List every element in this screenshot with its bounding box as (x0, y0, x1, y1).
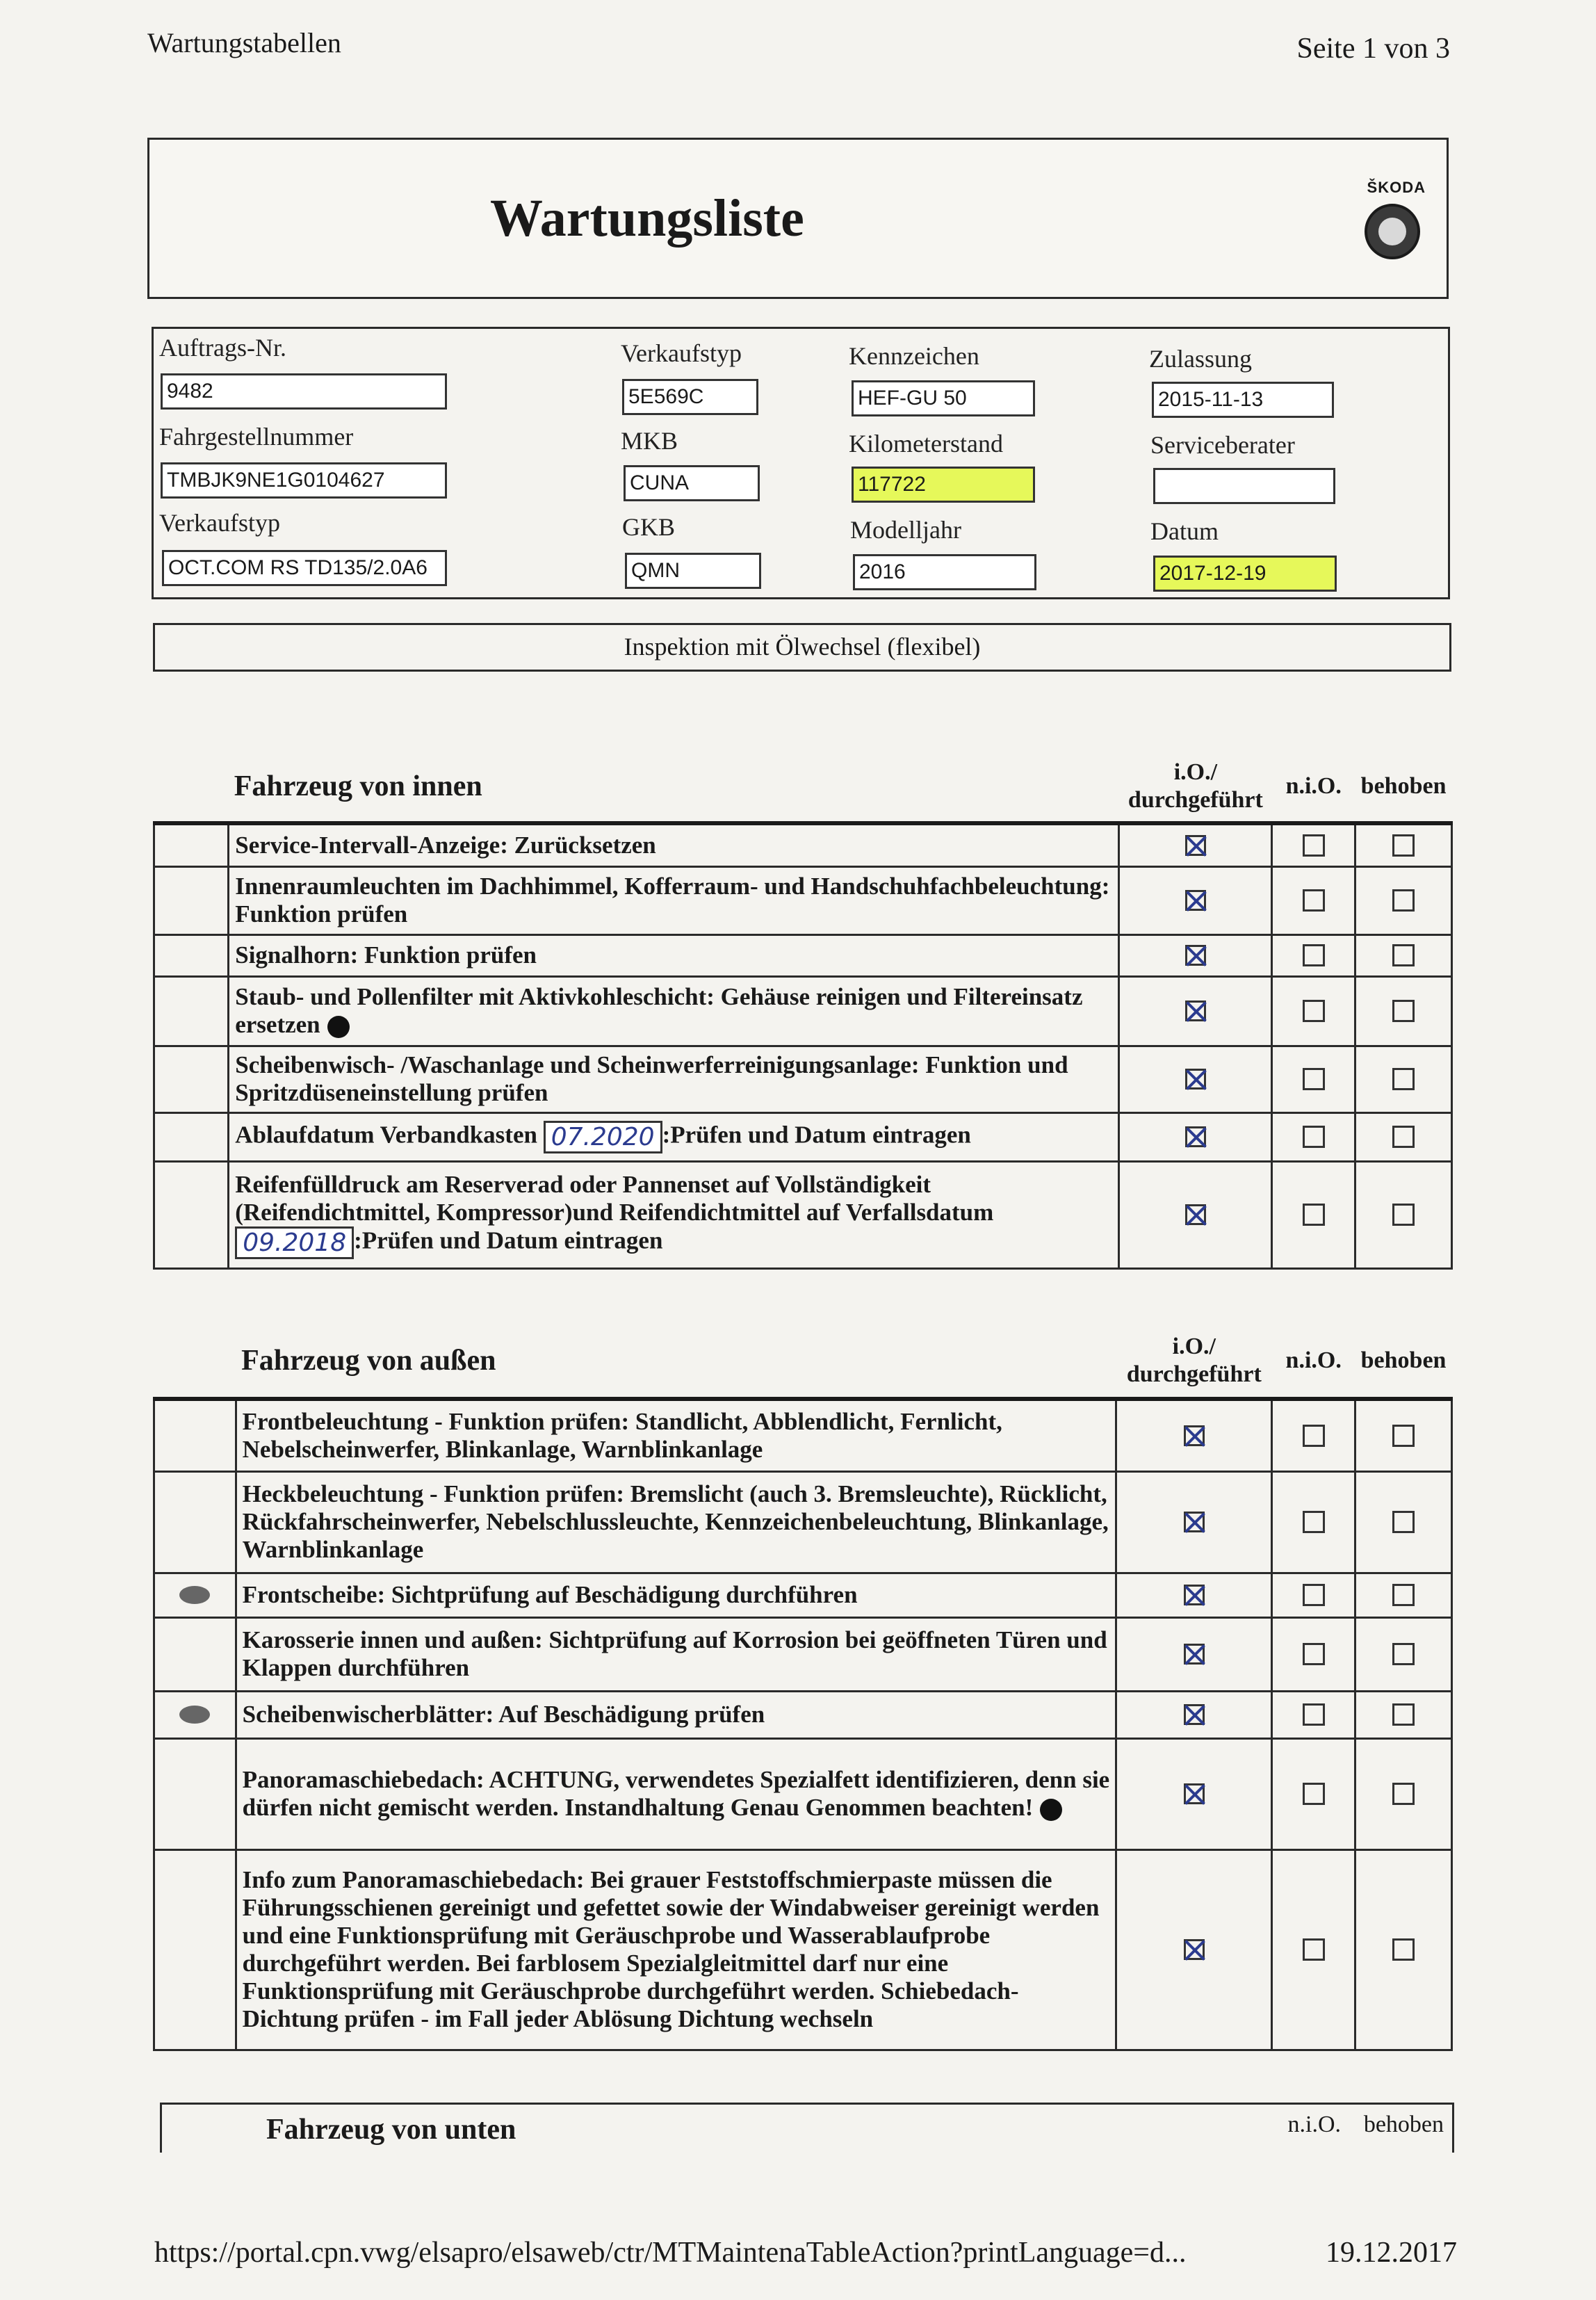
checkbox-behoben[interactable] (1392, 1584, 1415, 1606)
verkaufstyp-2-label: Verkaufstyp (159, 509, 280, 537)
row-text: Frontscheibe: Sichtprüfung auf Beschädigung durchführen (236, 1573, 1116, 1617)
verkaufstyp-field[interactable]: 5E569C (622, 379, 758, 415)
mkb-field[interactable]: CUNA (624, 465, 760, 501)
checkbox-behoben[interactable] (1392, 1000, 1415, 1022)
serviceberater-field[interactable] (1153, 468, 1335, 504)
table-row (154, 976, 1452, 1046)
auftrags-nr-label: Auftrags-Nr. (159, 334, 286, 362)
checkbox-checked[interactable] (1185, 1204, 1206, 1225)
column-nio: n.i.O. (1272, 1324, 1355, 1399)
checkbox-nio[interactable] (1303, 944, 1325, 966)
checkbox-checked[interactable] (1184, 1512, 1205, 1532)
fahrgestellnummer-label: Fahrgestellnummer (159, 423, 354, 451)
mkb-label: MKB (621, 427, 678, 455)
checkbox-checked[interactable] (1185, 835, 1206, 856)
row-text: :Prüfen und Datum eintragen (662, 1121, 971, 1149)
checkbox-behoben[interactable] (1392, 1703, 1415, 1726)
checkbox-behoben[interactable] (1392, 1643, 1415, 1665)
section-aussen-table (153, 1324, 1453, 2051)
checkbox-nio[interactable] (1303, 1425, 1325, 1447)
row-text: Staub- und Pollenfilter mit Aktivkohleschicht: Gehäuse reinigen und Filtereinsatz ersetzen (235, 983, 1083, 1038)
kennzeichen-label: Kennzeichen (849, 342, 979, 370)
handwritten-date[interactable]: 07.2020 (544, 1121, 662, 1153)
column-io: i.O./ durchgeführt (1119, 751, 1272, 823)
vehicle-info-box (152, 327, 1450, 599)
table-row (154, 823, 1452, 866)
verkaufstyp-2-field[interactable]: OCT.COM RS TD135/2.0A6 (162, 550, 447, 586)
row-text: Reifenfülldruck am Reserverad oder Pannenset auf Vollständigkeit (Reifendichtmittel, Kompressor)und Reifendichtmittel auf Verfallsdatum (235, 1170, 994, 1226)
verkaufstyp-label: Verkaufstyp (621, 339, 742, 367)
checkbox-checked[interactable] (1184, 1425, 1205, 1446)
row-text: Heckbeleuchtung - Funktion prüfen: Bremslicht (auch 3. Bremsleuchte), Rücklicht, Rückfahrscheinwerfer, Nebelschlussleuchte, Kennzeichenbeleuchtung, Blinkanlage, Warnblinkanlage (236, 1471, 1116, 1573)
table-row (154, 1046, 1452, 1112)
eye-icon (179, 1706, 210, 1724)
title-box (147, 138, 1449, 299)
datum-label: Datum (1150, 517, 1219, 545)
checkbox-checked[interactable] (1185, 1126, 1206, 1147)
table-row (154, 1471, 1452, 1573)
table-row (154, 1849, 1452, 2050)
page-header-left: Wartungstabellen (147, 27, 341, 58)
checkbox-nio[interactable] (1303, 1204, 1325, 1226)
footer-date: 19.12.2017 (1326, 2237, 1457, 2269)
checkbox-nio[interactable] (1303, 834, 1325, 857)
column-nio: n.i.O. (1272, 751, 1355, 823)
table-row (154, 1399, 1452, 1471)
row-text: Innenraumleuchten im Dachhimmel, Kofferraum- und Handschuhfachbeleuchtung: Funktion prüfen (229, 866, 1119, 934)
checkbox-nio[interactable] (1303, 889, 1325, 912)
row-text: Info zum Panoramaschiebedach: Bei grauer Feststoffschmierpaste müssen die Führungsschienen gereinigt und gefettet sowie der Windabweiser gereinigt werden und eine Funktionsprüfung mit Geräuschprobe und Wasserablaufprobe durchgeführt werden. Bei farblosem Spezialgleitmittel darf nur eine Funktionsprüfung mit Geräuschprobe durchgeführt werden. Schiebedach-Dichtung prüfen - im Fall jeder Ablösung Dichtung wechseln (236, 1849, 1116, 2050)
checkbox-checked[interactable] (1184, 1585, 1205, 1605)
checkbox-nio[interactable] (1303, 1643, 1325, 1665)
section-unten-title: Fahrzeug von unten (266, 2114, 516, 2146)
row-text: Service-Intervall-Anzeige: Zurücksetzen (229, 823, 1119, 866)
checkbox-checked[interactable] (1184, 1644, 1205, 1665)
section-innen-title: Fahrzeug von innen (229, 751, 1119, 823)
auftrags-nr-field[interactable]: 9482 (161, 373, 447, 410)
kennzeichen-field[interactable]: HEF-GU 50 (852, 380, 1035, 416)
table-row (154, 1738, 1452, 1849)
checkbox-behoben[interactable] (1392, 1204, 1415, 1226)
skoda-logo-icon (1365, 204, 1420, 259)
checkbox-behoben[interactable] (1392, 1938, 1415, 1961)
checkbox-checked[interactable] (1185, 890, 1206, 911)
checkbox-nio[interactable] (1303, 1584, 1325, 1606)
datum-field[interactable]: 2017-12-19 (1153, 556, 1337, 592)
section-innen-table (153, 751, 1453, 1270)
table-row (154, 1617, 1452, 1691)
column-behoben: behoben (1363, 2112, 1444, 2137)
checkbox-nio[interactable] (1303, 1938, 1325, 1961)
checkbox-behoben[interactable] (1392, 1511, 1415, 1533)
eye-icon (179, 1586, 210, 1604)
modelljahr-field[interactable]: 2016 (853, 554, 1036, 590)
checkbox-behoben[interactable] (1392, 889, 1415, 912)
row-text: :Prüfen und Datum eintragen (354, 1226, 663, 1254)
table-row (154, 934, 1452, 976)
page-number: Seite 1 von 3 (1296, 33, 1450, 65)
kilometerstand-label: Kilometerstand (849, 430, 1003, 457)
document-title: Wartungsliste (490, 189, 804, 248)
checkbox-checked[interactable] (1185, 1001, 1206, 1021)
row-text: Ablaufdatum Verbandkasten (235, 1121, 537, 1149)
checkbox-nio[interactable] (1303, 1511, 1325, 1533)
zulassung-label: Zulassung (1149, 345, 1252, 373)
checkbox-nio[interactable] (1303, 1703, 1325, 1726)
brand-name: ŠKODA (1367, 179, 1426, 196)
checkbox-behoben[interactable] (1392, 1783, 1415, 1805)
gkb-label: GKB (622, 513, 676, 541)
table-row (154, 866, 1452, 934)
row-text: Signalhorn: Funktion prüfen (229, 934, 1119, 976)
row-text: Frontbeleuchtung - Funktion prüfen: Standlicht, Abblendlicht, Fernlicht, Nebelscheinwerfer, Blinkanlage, Warnblinkanlage (236, 1399, 1116, 1471)
row-text: Scheibenwischerblätter: Auf Beschädigung prüfen (236, 1691, 1116, 1738)
gkb-field[interactable]: QMN (625, 553, 761, 589)
row-text: Karosserie innen und außen: Sichtprüfung auf Korrosion bei geöffneten Türen und Klappen durchführen (236, 1617, 1116, 1691)
zulassung-field[interactable]: 2015-11-13 (1152, 382, 1334, 418)
checkbox-behoben[interactable] (1392, 1425, 1415, 1447)
handwritten-date[interactable]: 09.2018 (235, 1226, 354, 1259)
section-unten-header (160, 2103, 1454, 2153)
checkbox-checked[interactable] (1184, 1704, 1205, 1725)
checkbox-behoben[interactable] (1392, 944, 1415, 966)
checkbox-nio[interactable] (1303, 1068, 1325, 1090)
table-row (154, 1573, 1452, 1617)
kilometerstand-field[interactable]: 117722 (852, 467, 1035, 503)
checkbox-behoben[interactable] (1392, 1068, 1415, 1090)
checkbox-behoben[interactable] (1392, 1126, 1415, 1148)
checkbox-behoben[interactable] (1392, 834, 1415, 857)
checkbox-nio[interactable] (1303, 1000, 1325, 1022)
fahrgestellnummer-field[interactable]: TMBJK9NE1G0104627 (161, 462, 447, 499)
column-behoben: behoben (1355, 1324, 1452, 1399)
table-row (154, 1112, 1452, 1161)
modelljahr-label: Modelljahr (850, 516, 961, 544)
inspection-type: Inspektion mit Ölwechsel (flexibel) (153, 623, 1451, 672)
checkbox-checked[interactable] (1185, 1069, 1206, 1090)
row-text: Scheibenwisch- /Waschanlage und Scheinwerferreinigungsanlage: Funktion und Spritzdüseneinstellung prüfen (229, 1046, 1119, 1112)
checkbox-checked[interactable] (1184, 1783, 1205, 1804)
footer-url: https://portal.cpn.vwg/elsapro/elsaweb/ctr/MTMaintenaTableAction?printLanguage=d... (154, 2237, 1187, 2269)
table-row (154, 1691, 1452, 1738)
table-row (154, 1161, 1452, 1268)
column-io: i.O./ durchgeführt (1116, 1324, 1272, 1399)
column-behoben: behoben (1355, 751, 1452, 823)
column-nio: n.i.O. (1287, 2112, 1341, 2137)
checkbox-checked[interactable] (1184, 1939, 1205, 1960)
checkbox-checked[interactable] (1185, 945, 1206, 966)
row-text: Panoramaschiebedach: ACHTUNG, verwendetes Spezialfett identifizieren, denn sie dürfen nicht gemischt werden. Instandhaltung Genau Genommen beachten! (242, 1766, 1110, 1821)
checkbox-nio[interactable] (1303, 1126, 1325, 1148)
bullet-dot-icon (327, 1016, 350, 1038)
checkbox-nio[interactable] (1303, 1783, 1325, 1805)
serviceberater-label: Serviceberater (1150, 431, 1295, 459)
bullet-dot-icon (1040, 1799, 1062, 1821)
section-aussen-title: Fahrzeug von außen (236, 1324, 1116, 1399)
